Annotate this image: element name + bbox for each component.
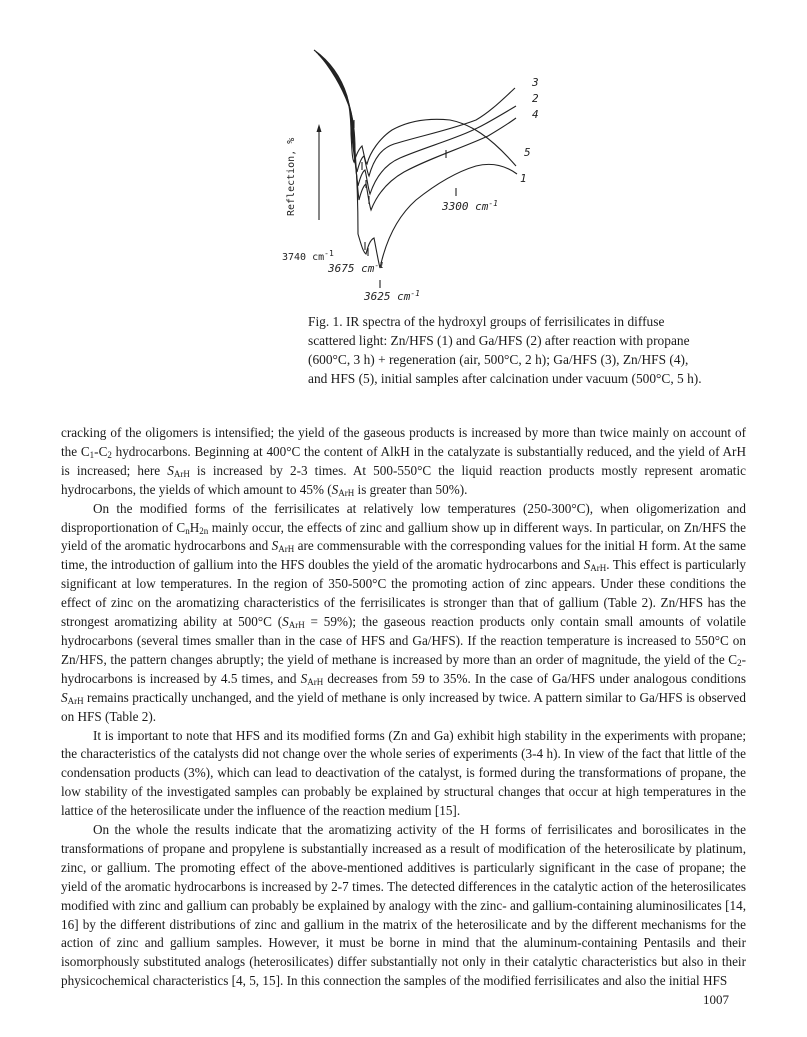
figure-caption: Fig. 1. IR spectra of the hydroxyl groups of ferrisilicates in diffuse scattered light: Zn/HFS (1) and Ga/HFS (2) after reaction with propane (600°C, 3 h) + regeneration (air, 500°C, 2 h); Ga/HFS (3), Zn/HFS (4), and HFS (5), initial samples after calcination under vacuum (500°C, 5 h). [308,314,702,386]
spectrum-edge-b [316,52,352,138]
curve-number-5: 5 [524,146,531,159]
body-text [61,424,746,991]
label-3625: 3625 $cm^{-1}$ [364,289,420,303]
y-axis-arrow [317,124,322,132]
spectrum-edge-e [322,58,355,150]
paragraph-1: cracking of the oligomers is intensified; the yield of the gaseous products is increased by more than twice mainly on account of the $C_1-C_2$ hydrocarbons. Beginning at 400°C the content of AlkH in the catalyzate is substantially reduced, and the yield of ArH is increased; here $S_{ArH}$ is increased by 2-3 times. At 500-550°C the liquid reaction products mostly represent aromatic hydrocarbons, the yields of which amount to 45% ($S_{ArH}$ is greater than 50%). [61,425,746,498]
curve-number-1: 1 [520,172,527,185]
curve-number-2: 2 [532,92,539,105]
label-3675: 3675 $cm^{-1}$ [328,261,384,275]
spectrum-edge-d [320,56,354,146]
label-3740: 3740 $cm^{-1}$ [282,249,334,263]
ir-spectra-figure [270,38,570,310]
spectrum-curve-1 [355,150,517,268]
label-3300: 3300 $cm^{-1}$ [442,199,498,213]
curve-number-3: 3 [532,76,539,89]
paragraph-4: On the whole the results indicate that the aromatizing activity of the H forms of ferrisilicates and borosilicates in the transformations of propane and propylene is substantially increased as a result of modification of the heterosilicate by platinum, zinc, or gallium. The promoting effect of the above-mentioned additives is particularly significant in the case of propane; the yield of the aromatic hydrocarbons is increased by 2-7 times. The detected differences in the catalytic action of the heterosilicates modified with zinc and gallium can probably be explained by analogy with the zinc- and gallium-containing aluminosilicates [14, 16] by the different distributions of zinc and gallium in the matrix of the heterosilicate and by the different mechanisms for the action of zinc and gallium samples. However, it must be borne in mind that the aluminum-containing Pentasils and their isomorphously substituted analogs (heterosilicates) differ substantially not only in their catalytic characteristics but also in their physicochemical characteristics [4, 5, 15]. In this connection the samples of the modified ferrisilicates and also the initial HFS [61,822,746,989]
ir-spectra-plot [270,38,570,310]
spectrum-curve-3 [352,88,515,176]
paragraph-3: It is important to note that HFS and its modified forms (Zn and Ga) exhibit high stability in the experiments with propane; the characteristics of the catalysts did not change over the whole series of experiments (3-4 h). In view of the fact that little of the condensation products (3%), which can lead to deactivation of the catalyst, is formed during the transformations of propane, the low stability of the investigated samples can probably be explained by structural changes that occur at high temperatures in the lattice of the heterosilicate under the influence of the reaction medium [15]. [61,727,746,819]
paragraph-2: On the modified forms of the ferrisilicates at relatively low temperatures (250-300°C), when oligomerization and disproportionation of $C_nH_{2n}$ mainly occur, the effects of zinc and gallium show up in different ways. In particular, on Zn/HFS the yield of the aromatic hydrocarbons and $S_{ArH}$ are commensurable with the corresponding values for the initial H form. At the same time, the introduction of gallium into the HFS doubles the yield of the aromatic hydrocarbons and $S_{ArH}$. This effect is particularly significant at low temperatures. In the region of 350-500°C the promoting action of zinc appears. Under these conditions the effect of zinc on the aromatizing characteristics of the ferrisilicates is stronger than that of gallium (Table 2). Zn/HFS has the strongest aromatizing ability at 500°C $(S_{ArH} = 59\%)$; the gaseous reaction products only contain small amounts of volatile hydrocarbons (several times smaller than in the case of HFS and Ga/HFS). If the reaction temperature is increased to 550°C on Zn/HFS, the pattern changes abruptly; the yield of methane is increased by more than an order of magnitude, the yield of the $C_2$-hydrocarbons is increased by 4.5 times, and $S_{ArH}$ decreases from 59 to 35%. In the case of Ga/HFS under analogous conditions $S_{ArH}$ remains practically unchanged, and the yield of methane is only increased by twice. A pattern similar to Ga/HFS is observed on HFS (Table 2). [61,500,747,724]
page-number: 1007 [703,992,729,1007]
curve-number-4: 4 [532,108,539,121]
y-axis-label: Reflection, % [286,137,297,216]
